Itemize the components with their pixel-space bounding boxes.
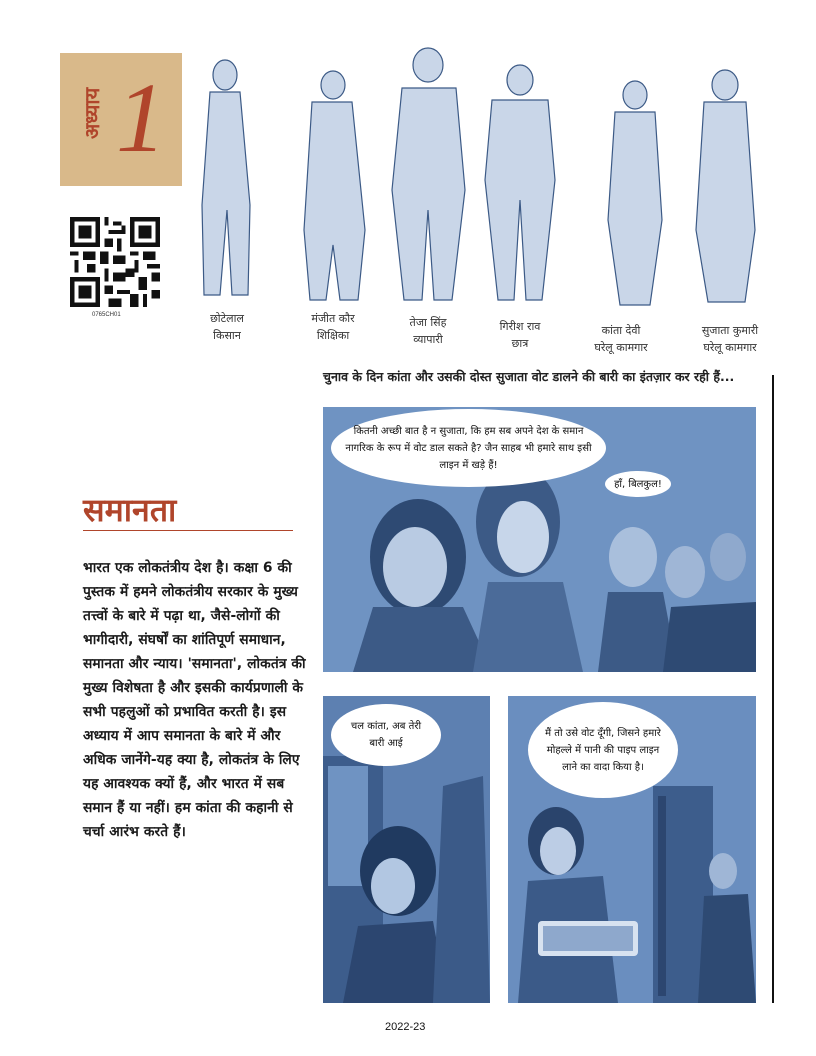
comic-panel-turn (323, 696, 490, 1003)
chapter-number: 1 (116, 62, 166, 173)
person-role: घरेलू कामगार (594, 341, 648, 354)
qr-code-icon[interactable] (70, 217, 160, 307)
body-paragraph: भारत एक लोकतंत्रीय देश है। कक्षा 6 की पुस्तक में हमने लोकतंत्रीय सरकार के मुख्य तत्त्वों के बारे में पढ़ा था, जैसे-लोगों की भागीदारी, संघर्षों का शांतिपूर्ण समाधान, समानता और न्याय। 'समानता', लोकतंत्र की मुख्य विशेषता है और इसकी कार्यप्रणाली के सभी पहलुओं को प्रभावित करती है। इस अध्याय में आप समानता के बारे में और अधिक जानेंगे-यह क्या है, लोकतंत्र के लिए यह आवश्यक क्यों हैं, और भारत में सब समान हैं या नहीं। हम कांता की कहानी से चर्चा आरंभ करते हैं। (83, 560, 306, 840)
person-name: छोटेलाल (210, 312, 244, 325)
people-illustration (180, 30, 780, 354)
person-role: शिक्षिका (316, 329, 350, 342)
person-label (182, 310, 272, 344)
footer-year: 2022-23 (385, 1021, 426, 1033)
person-role: व्यापारी (413, 333, 443, 346)
chapter-box (60, 53, 182, 186)
person-role: छात्र (511, 337, 529, 350)
person-label (685, 322, 775, 356)
comic-panel-voting (508, 696, 756, 1003)
person-name: कांता देवी (601, 324, 641, 337)
person-name: मंजीत कौर (311, 312, 355, 325)
title-divider (83, 530, 293, 531)
speech-bubble: कितनी अच्छी बात है न सुजाता, कि हम सब अपने देश के समान नागरिक के रूप में वोट डाल सकते है? जैन साहब भी हमारे साथ इसी लाइन में खड़े हैं! (331, 409, 606, 487)
chapter-word: अध्याय (80, 87, 104, 139)
qr-code-label: 0765CH01 (92, 312, 121, 318)
person-name: तेजा सिंह (409, 316, 447, 329)
person-label (475, 318, 565, 352)
person-name: सुजाता कुमारी (701, 324, 759, 337)
side-rule (772, 375, 774, 1003)
person-role: घरेलू कामगार (703, 341, 757, 354)
person-label (576, 322, 666, 356)
speech-bubble: मैं तो उसे वोट दूँगी, जिसने हमारे मोहल्ले में पानी की पाइप लाइन लाने का वादा किया है। (528, 702, 678, 798)
person-label (288, 310, 378, 344)
comic-caption: चुनाव के दिन कांता और उसकी दोस्त सुजाता वोट डालने की बारी का इंतज़ार कर रही हैं... (323, 369, 735, 384)
section-title: समानता (83, 491, 177, 529)
speech-bubble: चल कांता, अब तेरी बारी आई (331, 704, 441, 766)
person-role: किसान (213, 329, 241, 342)
speech-bubble: हाँ, बिलकुल! (605, 471, 671, 497)
person-label (383, 314, 473, 348)
comic-panel-queue (323, 407, 756, 672)
person-name: गिरीश राव (499, 320, 541, 333)
